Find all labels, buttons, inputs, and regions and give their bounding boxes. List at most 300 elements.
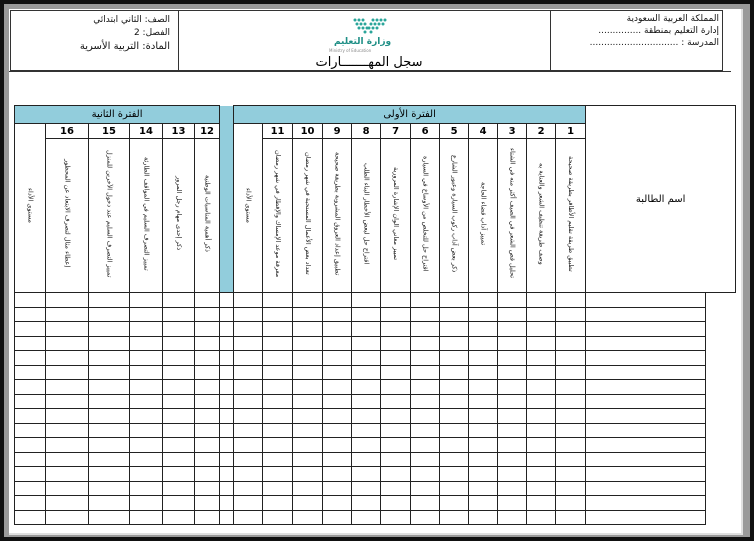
grade-cell[interactable]	[323, 438, 352, 453]
grade-cell[interactable]	[234, 423, 263, 438]
grade-cell[interactable]	[352, 438, 381, 453]
student-name-cell[interactable]	[556, 307, 586, 322]
grade-cell[interactable]	[293, 481, 323, 496]
grade-cell[interactable]	[130, 423, 163, 438]
grade-cell[interactable]	[220, 481, 234, 496]
grade-cell[interactable]	[89, 510, 130, 525]
student-name-cell[interactable]	[556, 336, 586, 351]
grade-cell[interactable]	[130, 438, 163, 453]
grade-cell[interactable]	[411, 293, 440, 308]
grade-cell[interactable]	[440, 510, 469, 525]
grade-cell[interactable]	[195, 351, 220, 366]
grade-cell[interactable]	[263, 481, 293, 496]
grade-cell[interactable]	[195, 481, 220, 496]
grade-cell[interactable]	[440, 423, 469, 438]
grade-cell[interactable]	[15, 467, 46, 482]
grade-cell[interactable]	[130, 307, 163, 322]
grade-cell[interactable]	[195, 293, 220, 308]
grade-cell[interactable]	[234, 380, 263, 395]
grade-cell[interactable]	[220, 452, 234, 467]
grade-cell[interactable]	[352, 496, 381, 511]
grade-cell[interactable]	[234, 394, 263, 409]
grade-cell[interactable]	[263, 307, 293, 322]
grade-cell[interactable]	[527, 293, 556, 308]
grade-cell[interactable]	[469, 423, 498, 438]
grade-cell[interactable]	[220, 510, 234, 525]
grade-cell[interactable]	[586, 409, 706, 424]
grade-cell[interactable]	[220, 307, 234, 322]
grade-cell[interactable]	[234, 467, 263, 482]
grade-cell[interactable]	[89, 452, 130, 467]
grade-cell[interactable]	[498, 380, 527, 395]
grade-cell[interactable]	[527, 467, 556, 482]
grade-cell[interactable]	[469, 307, 498, 322]
grade-cell[interactable]	[411, 423, 440, 438]
grade-cell[interactable]	[130, 394, 163, 409]
grade-cell[interactable]	[263, 365, 293, 380]
grade-cell[interactable]	[263, 322, 293, 337]
grade-cell[interactable]	[163, 336, 195, 351]
grade-cell[interactable]	[220, 496, 234, 511]
student-name-cell[interactable]	[556, 322, 586, 337]
grade-cell[interactable]	[440, 365, 469, 380]
grade-cell[interactable]	[440, 394, 469, 409]
grade-cell[interactable]	[163, 322, 195, 337]
grade-cell[interactable]	[323, 510, 352, 525]
grade-cell[interactable]	[89, 394, 130, 409]
grade-cell[interactable]	[130, 351, 163, 366]
student-name-cell[interactable]	[556, 438, 586, 453]
grade-cell[interactable]	[411, 380, 440, 395]
grade-cell[interactable]	[89, 380, 130, 395]
grade-cell[interactable]	[381, 336, 411, 351]
grade-cell[interactable]	[89, 496, 130, 511]
grade-cell[interactable]	[46, 380, 89, 395]
grade-cell[interactable]	[352, 481, 381, 496]
grade-cell[interactable]	[381, 322, 411, 337]
grade-cell[interactable]	[469, 496, 498, 511]
grade-cell[interactable]	[195, 380, 220, 395]
grade-cell[interactable]	[498, 351, 527, 366]
grade-cell[interactable]	[15, 510, 46, 525]
grade-cell[interactable]	[527, 423, 556, 438]
grade-cell[interactable]	[527, 409, 556, 424]
grade-cell[interactable]	[323, 409, 352, 424]
grade-cell[interactable]	[586, 293, 706, 308]
grade-cell[interactable]	[527, 438, 556, 453]
grade-cell[interactable]	[352, 322, 381, 337]
grade-cell[interactable]	[234, 336, 263, 351]
grade-cell[interactable]	[46, 365, 89, 380]
grade-cell[interactable]	[469, 336, 498, 351]
grade-cell[interactable]	[352, 307, 381, 322]
grade-cell[interactable]	[89, 351, 130, 366]
grade-cell[interactable]	[586, 496, 706, 511]
grade-cell[interactable]	[411, 322, 440, 337]
grade-cell[interactable]	[381, 351, 411, 366]
student-name-cell[interactable]	[556, 481, 586, 496]
grade-cell[interactable]	[195, 452, 220, 467]
grade-cell[interactable]	[498, 394, 527, 409]
grade-cell[interactable]	[411, 438, 440, 453]
grade-cell[interactable]	[46, 496, 89, 511]
grade-cell[interactable]	[498, 452, 527, 467]
grade-cell[interactable]	[263, 394, 293, 409]
grade-cell[interactable]	[46, 423, 89, 438]
grade-cell[interactable]	[163, 438, 195, 453]
grade-cell[interactable]	[163, 394, 195, 409]
grade-cell[interactable]	[498, 496, 527, 511]
grade-cell[interactable]	[498, 438, 527, 453]
grade-cell[interactable]	[381, 438, 411, 453]
grade-cell[interactable]	[323, 380, 352, 395]
grade-cell[interactable]	[234, 481, 263, 496]
grade-cell[interactable]	[163, 452, 195, 467]
grade-cell[interactable]	[469, 452, 498, 467]
grade-cell[interactable]	[411, 307, 440, 322]
grade-cell[interactable]	[130, 467, 163, 482]
grade-cell[interactable]	[46, 351, 89, 366]
grade-cell[interactable]	[195, 365, 220, 380]
grade-cell[interactable]	[234, 293, 263, 308]
grade-cell[interactable]	[15, 380, 46, 395]
grade-cell[interactable]	[195, 409, 220, 424]
grade-cell[interactable]	[352, 423, 381, 438]
grade-cell[interactable]	[352, 452, 381, 467]
grade-cell[interactable]	[195, 423, 220, 438]
grade-cell[interactable]	[89, 307, 130, 322]
grade-cell[interactable]	[89, 481, 130, 496]
grade-cell[interactable]	[381, 423, 411, 438]
grade-cell[interactable]	[220, 438, 234, 453]
grade-cell[interactable]	[586, 510, 706, 525]
grade-cell[interactable]	[163, 365, 195, 380]
grade-cell[interactable]	[130, 322, 163, 337]
grade-cell[interactable]	[195, 510, 220, 525]
grade-cell[interactable]	[220, 394, 234, 409]
student-name-cell[interactable]	[556, 293, 586, 308]
grade-cell[interactable]	[195, 438, 220, 453]
grade-cell[interactable]	[46, 510, 89, 525]
grade-cell[interactable]	[220, 336, 234, 351]
grade-cell[interactable]	[381, 380, 411, 395]
grade-cell[interactable]	[469, 510, 498, 525]
grade-cell[interactable]	[381, 452, 411, 467]
grade-cell[interactable]	[352, 394, 381, 409]
grade-cell[interactable]	[46, 452, 89, 467]
grade-cell[interactable]	[15, 351, 46, 366]
grade-cell[interactable]	[411, 409, 440, 424]
grade-cell[interactable]	[89, 322, 130, 337]
grade-cell[interactable]	[323, 307, 352, 322]
grade-cell[interactable]	[527, 496, 556, 511]
grade-cell[interactable]	[234, 409, 263, 424]
grade-cell[interactable]	[195, 394, 220, 409]
grade-cell[interactable]	[163, 467, 195, 482]
grade-cell[interactable]	[352, 365, 381, 380]
student-name-cell[interactable]	[556, 510, 586, 525]
grade-cell[interactable]	[527, 336, 556, 351]
grade-cell[interactable]	[130, 293, 163, 308]
grade-cell[interactable]	[586, 394, 706, 409]
grade-cell[interactable]	[323, 467, 352, 482]
grade-cell[interactable]	[163, 409, 195, 424]
grade-cell[interactable]	[220, 467, 234, 482]
grade-cell[interactable]	[263, 496, 293, 511]
grade-cell[interactable]	[163, 307, 195, 322]
grade-cell[interactable]	[440, 496, 469, 511]
grade-cell[interactable]	[234, 322, 263, 337]
grade-cell[interactable]	[15, 394, 46, 409]
grade-cell[interactable]	[498, 365, 527, 380]
grade-cell[interactable]	[130, 481, 163, 496]
grade-cell[interactable]	[46, 293, 89, 308]
grade-cell[interactable]	[586, 438, 706, 453]
student-name-cell[interactable]	[556, 452, 586, 467]
grade-cell[interactable]	[469, 380, 498, 395]
grade-cell[interactable]	[263, 336, 293, 351]
grade-cell[interactable]	[89, 365, 130, 380]
grade-cell[interactable]	[381, 467, 411, 482]
grade-cell[interactable]	[469, 293, 498, 308]
grade-cell[interactable]	[234, 496, 263, 511]
grade-cell[interactable]	[586, 467, 706, 482]
grade-cell[interactable]	[323, 496, 352, 511]
grade-cell[interactable]	[352, 380, 381, 395]
grade-cell[interactable]	[527, 510, 556, 525]
grade-cell[interactable]	[293, 365, 323, 380]
grade-cell[interactable]	[411, 481, 440, 496]
grade-cell[interactable]	[130, 496, 163, 511]
grade-cell[interactable]	[130, 336, 163, 351]
grade-cell[interactable]	[15, 481, 46, 496]
grade-cell[interactable]	[498, 510, 527, 525]
student-name-cell[interactable]	[556, 394, 586, 409]
grade-cell[interactable]	[15, 365, 46, 380]
grade-cell[interactable]	[15, 293, 46, 308]
grade-cell[interactable]	[220, 365, 234, 380]
grade-cell[interactable]	[89, 293, 130, 308]
grade-cell[interactable]	[163, 423, 195, 438]
grade-cell[interactable]	[163, 481, 195, 496]
grade-cell[interactable]	[527, 351, 556, 366]
grade-cell[interactable]	[263, 293, 293, 308]
grade-cell[interactable]	[195, 336, 220, 351]
grade-cell[interactable]	[527, 452, 556, 467]
grade-cell[interactable]	[323, 365, 352, 380]
grade-cell[interactable]	[163, 351, 195, 366]
grade-cell[interactable]	[323, 322, 352, 337]
grade-cell[interactable]	[323, 452, 352, 467]
grade-cell[interactable]	[234, 351, 263, 366]
grade-cell[interactable]	[130, 380, 163, 395]
grade-cell[interactable]	[220, 380, 234, 395]
grade-cell[interactable]	[89, 409, 130, 424]
grade-cell[interactable]	[293, 510, 323, 525]
grade-cell[interactable]	[195, 307, 220, 322]
grade-cell[interactable]	[381, 293, 411, 308]
grade-cell[interactable]	[440, 293, 469, 308]
grade-cell[interactable]	[195, 496, 220, 511]
grade-cell[interactable]	[411, 496, 440, 511]
grade-cell[interactable]	[130, 452, 163, 467]
grade-cell[interactable]	[293, 467, 323, 482]
grade-cell[interactable]	[195, 322, 220, 337]
grade-cell[interactable]	[352, 336, 381, 351]
grade-cell[interactable]	[293, 351, 323, 366]
grade-cell[interactable]	[293, 293, 323, 308]
grade-cell[interactable]	[220, 293, 234, 308]
grade-cell[interactable]	[220, 351, 234, 366]
grade-cell[interactable]	[527, 365, 556, 380]
grade-cell[interactable]	[411, 351, 440, 366]
grade-cell[interactable]	[527, 380, 556, 395]
grade-cell[interactable]	[130, 510, 163, 525]
grade-cell[interactable]	[220, 409, 234, 424]
grade-cell[interactable]	[293, 409, 323, 424]
grade-cell[interactable]	[323, 336, 352, 351]
grade-cell[interactable]	[440, 467, 469, 482]
grade-cell[interactable]	[469, 394, 498, 409]
grade-cell[interactable]	[293, 496, 323, 511]
grade-cell[interactable]	[440, 438, 469, 453]
grade-cell[interactable]	[46, 336, 89, 351]
grade-cell[interactable]	[46, 322, 89, 337]
student-name-cell[interactable]	[556, 365, 586, 380]
grade-cell[interactable]	[323, 293, 352, 308]
grade-cell[interactable]	[586, 365, 706, 380]
grade-cell[interactable]	[163, 496, 195, 511]
grade-cell[interactable]	[440, 409, 469, 424]
grade-cell[interactable]	[381, 365, 411, 380]
grade-cell[interactable]	[263, 351, 293, 366]
student-name-cell[interactable]	[556, 496, 586, 511]
student-name-cell[interactable]	[556, 409, 586, 424]
grade-cell[interactable]	[234, 438, 263, 453]
grade-cell[interactable]	[469, 438, 498, 453]
grade-cell[interactable]	[411, 452, 440, 467]
grade-cell[interactable]	[15, 409, 46, 424]
grade-cell[interactable]	[163, 380, 195, 395]
grade-cell[interactable]	[130, 409, 163, 424]
grade-cell[interactable]	[469, 409, 498, 424]
grade-cell[interactable]	[89, 336, 130, 351]
grade-cell[interactable]	[234, 365, 263, 380]
grade-cell[interactable]	[498, 481, 527, 496]
grade-cell[interactable]	[15, 423, 46, 438]
grade-cell[interactable]	[234, 307, 263, 322]
grade-cell[interactable]	[381, 394, 411, 409]
grade-cell[interactable]	[263, 380, 293, 395]
grade-cell[interactable]	[586, 423, 706, 438]
grade-cell[interactable]	[352, 293, 381, 308]
grade-cell[interactable]	[263, 438, 293, 453]
grade-cell[interactable]	[293, 322, 323, 337]
grade-cell[interactable]	[411, 510, 440, 525]
grade-cell[interactable]	[46, 481, 89, 496]
grade-cell[interactable]	[498, 409, 527, 424]
grade-cell[interactable]	[130, 365, 163, 380]
grade-cell[interactable]	[293, 307, 323, 322]
grade-cell[interactable]	[323, 351, 352, 366]
grade-cell[interactable]	[411, 365, 440, 380]
grade-cell[interactable]	[263, 423, 293, 438]
grade-cell[interactable]	[498, 336, 527, 351]
grade-cell[interactable]	[89, 438, 130, 453]
student-name-cell[interactable]	[556, 351, 586, 366]
grade-cell[interactable]	[163, 510, 195, 525]
grade-cell[interactable]	[15, 307, 46, 322]
grade-cell[interactable]	[46, 307, 89, 322]
grade-cell[interactable]	[498, 322, 527, 337]
grade-cell[interactable]	[411, 336, 440, 351]
grade-cell[interactable]	[89, 423, 130, 438]
grade-cell[interactable]	[352, 510, 381, 525]
grade-cell[interactable]	[293, 380, 323, 395]
grade-cell[interactable]	[293, 423, 323, 438]
grade-cell[interactable]	[163, 293, 195, 308]
grade-cell[interactable]	[440, 452, 469, 467]
grade-cell[interactable]	[293, 394, 323, 409]
grade-cell[interactable]	[263, 452, 293, 467]
grade-cell[interactable]	[381, 496, 411, 511]
grade-cell[interactable]	[381, 510, 411, 525]
grade-cell[interactable]	[527, 307, 556, 322]
grade-cell[interactable]	[586, 351, 706, 366]
student-name-cell[interactable]	[556, 467, 586, 482]
grade-cell[interactable]	[469, 322, 498, 337]
grade-cell[interactable]	[440, 322, 469, 337]
grade-cell[interactable]	[440, 481, 469, 496]
grade-cell[interactable]	[381, 481, 411, 496]
grade-cell[interactable]	[263, 409, 293, 424]
grade-cell[interactable]	[498, 467, 527, 482]
grade-cell[interactable]	[15, 438, 46, 453]
grade-cell[interactable]	[352, 351, 381, 366]
grade-cell[interactable]	[527, 394, 556, 409]
grade-cell[interactable]	[352, 409, 381, 424]
grade-cell[interactable]	[586, 452, 706, 467]
grade-cell[interactable]	[586, 322, 706, 337]
grade-cell[interactable]	[440, 336, 469, 351]
student-name-cell[interactable]	[556, 380, 586, 395]
grade-cell[interactable]	[469, 351, 498, 366]
grade-cell[interactable]	[411, 467, 440, 482]
grade-cell[interactable]	[381, 409, 411, 424]
grade-cell[interactable]	[527, 322, 556, 337]
grade-cell[interactable]	[586, 336, 706, 351]
grade-cell[interactable]	[469, 481, 498, 496]
grade-cell[interactable]	[527, 481, 556, 496]
grade-cell[interactable]	[411, 394, 440, 409]
grade-cell[interactable]	[440, 351, 469, 366]
grade-cell[interactable]	[293, 336, 323, 351]
grade-cell[interactable]	[323, 423, 352, 438]
grade-cell[interactable]	[15, 336, 46, 351]
grade-cell[interactable]	[293, 438, 323, 453]
grade-cell[interactable]	[293, 452, 323, 467]
grade-cell[interactable]	[586, 481, 706, 496]
grade-cell[interactable]	[498, 423, 527, 438]
grade-cell[interactable]	[220, 322, 234, 337]
grade-cell[interactable]	[234, 452, 263, 467]
grade-cell[interactable]	[46, 438, 89, 453]
grade-cell[interactable]	[195, 467, 220, 482]
grade-cell[interactable]	[498, 307, 527, 322]
grade-cell[interactable]	[469, 365, 498, 380]
grade-cell[interactable]	[263, 510, 293, 525]
grade-cell[interactable]	[46, 409, 89, 424]
